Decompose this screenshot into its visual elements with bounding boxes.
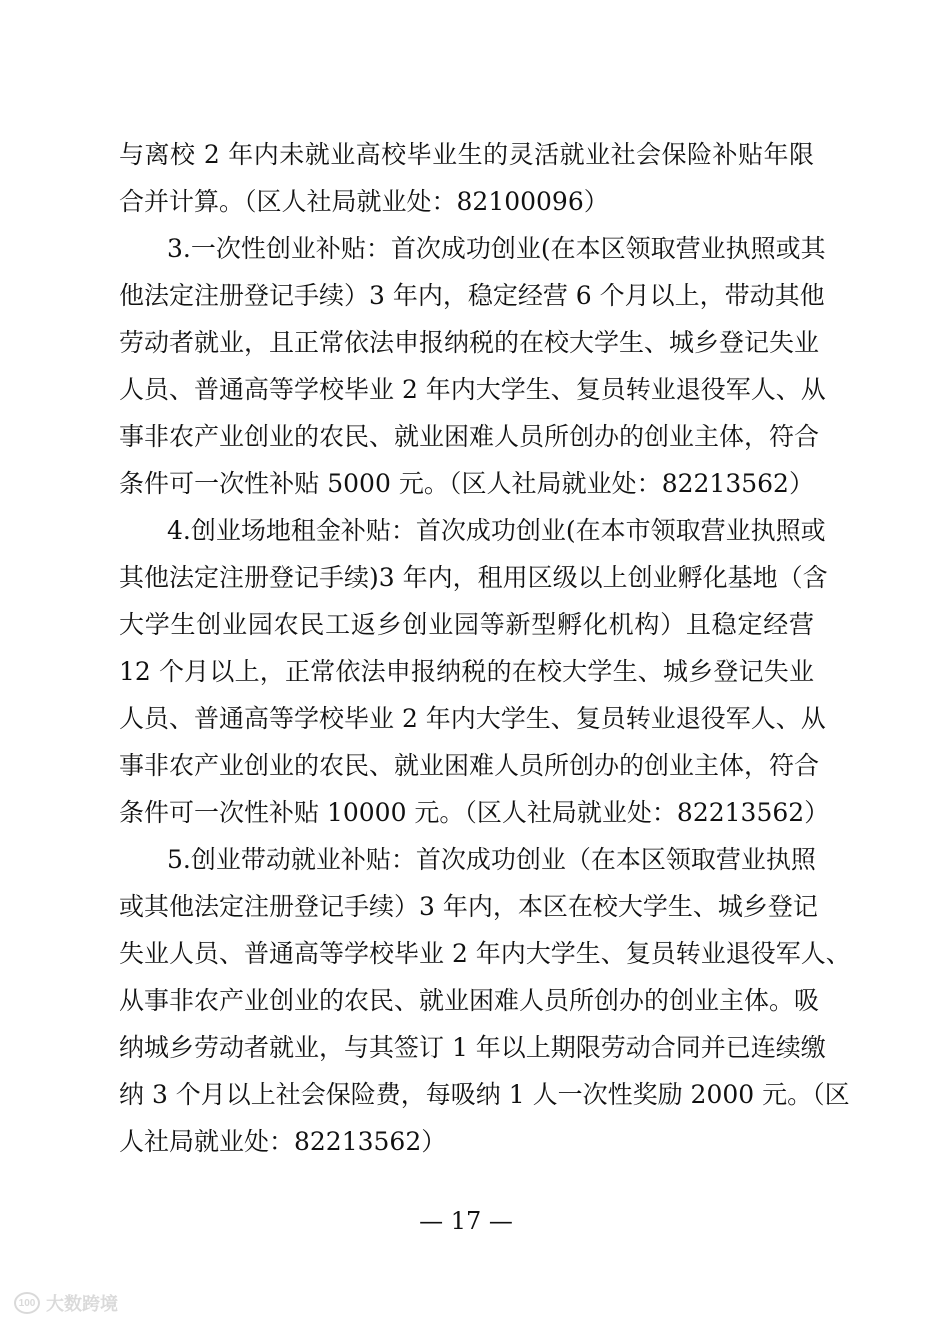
text-line: 3.一次性创业补贴：首次成功创业(在本区领取营业执照或其 bbox=[167, 234, 826, 263]
text-line: 劳动者就业，且正常依法申报纳税的在校大学生、城乡登记失业 bbox=[119, 328, 820, 357]
text-line: 与离校 2 年内未就业高校毕业生的灵活就业社会保险补贴年限 bbox=[119, 140, 814, 169]
text-line: 4.创业场地租金补贴：首次成功创业(在本市领取营业执照或 bbox=[167, 516, 826, 545]
text-line: 条件可一次性补贴 5000 元。（区人社局就业处：82213562） bbox=[119, 469, 814, 498]
text-line: 人员、普通高等学校毕业 2 年内大学生、复员转业退役军人、从 bbox=[119, 375, 826, 404]
text-line: 纳 3 个月以上社会保险费，每吸纳 1 人一次性奖励 2000 元。（区 bbox=[119, 1080, 850, 1109]
text-line: 他法定注册登记手续）3 年内，稳定经营 6 个月以上，带动其他 bbox=[119, 281, 825, 310]
text-line: 人社局就业处：82213562） bbox=[119, 1127, 447, 1156]
text-line: 条件可一次性补贴 10000 元。（区人社局就业处：82213562） bbox=[119, 798, 830, 827]
watermark-mark-icon: 100 bbox=[14, 1292, 40, 1314]
text-line: 失业人员、普通高等学校毕业 2 年内大学生、复员转业退役军人、 bbox=[119, 939, 851, 968]
text-line: 或其他法定注册登记手续）3 年内，本区在校大学生、城乡登记 bbox=[119, 892, 818, 921]
page-number: — 17 — bbox=[419, 1207, 513, 1235]
text-line: 纳城乡劳动者就业，与其签订 1 年以上期限劳动合同并已连续缴 bbox=[119, 1033, 826, 1062]
text-line: 12 个月以上，正常依法申报纳税的在校大学生、城乡登记失业 bbox=[119, 657, 814, 686]
text-line: 人员、普通高等学校毕业 2 年内大学生、复员转业退役军人、从 bbox=[119, 704, 826, 733]
text-line: 事非农产业创业的农民、就业困难人员所创办的创业主体，符合 bbox=[119, 422, 820, 451]
text-line: 合并计算。（区人社局就业处：82100096） bbox=[119, 187, 609, 216]
watermark-text: 大数跨境 bbox=[46, 1294, 118, 1314]
text-line: 事非农产业创业的农民、就业困难人员所创办的创业主体，符合 bbox=[119, 751, 820, 780]
text-line: 从事非农产业创业的农民、就业困难人员所创办的创业主体。吸 bbox=[119, 986, 820, 1015]
text-line: 其他法定注册登记手续)3 年内，租用区级以上创业孵化基地（含 bbox=[119, 563, 828, 592]
watermark-logo bbox=[14, 1290, 118, 1316]
text-line: 大学生创业园农民工返乡创业园等新型孵化机构）且稳定经营 bbox=[119, 610, 814, 639]
text-line: 5.创业带动就业补贴：首次成功创业（在本区领取营业执照 bbox=[167, 845, 816, 874]
